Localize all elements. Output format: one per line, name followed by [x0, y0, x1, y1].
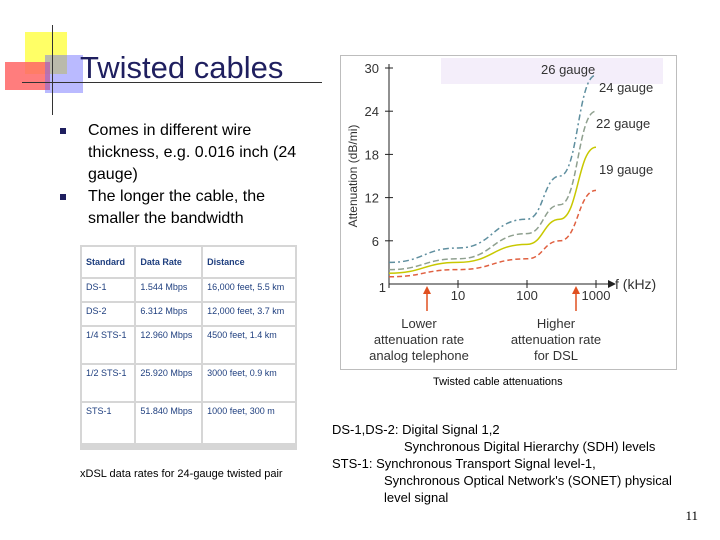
annotation-label: for DSL — [533, 348, 579, 363]
y-tick-label: 24 — [364, 104, 379, 120]
table-cell: 51.840 Mbps — [136, 403, 201, 443]
series-line — [389, 190, 596, 276]
series-line — [389, 147, 596, 273]
bullet-text: The longer the cable, the smaller the bandwidth — [88, 188, 266, 227]
table-cell: 16,000 feet, 5.5 km — [203, 279, 295, 301]
deco-square-blue — [45, 55, 83, 93]
bullet-list — [58, 120, 308, 230]
attenuation-chart-svg — [341, 56, 676, 369]
y-tick-label: 6 — [371, 233, 379, 249]
attenuation-chart — [340, 55, 677, 370]
xdsl-rate-table — [80, 245, 297, 450]
annotation-label: attenuation rate — [373, 332, 465, 347]
x-tick-label: 1000 — [581, 288, 611, 303]
table-header-cell: Distance — [203, 247, 295, 277]
x-tick-label: 10 — [450, 288, 466, 303]
table-row — [82, 279, 295, 301]
y-axis-label: Attenuation (dB/mi) — [346, 124, 360, 228]
table-cell: 25.920 Mbps — [136, 365, 201, 401]
bullet-item — [58, 120, 308, 186]
x-tick-label: 1 — [378, 280, 386, 295]
annotation-arrow-icon — [423, 286, 431, 294]
table-cell: 12.960 Mbps — [136, 327, 201, 363]
table-cell: 12,000 feet, 3.7 km — [203, 303, 295, 325]
table-cell: DS-1 — [82, 279, 134, 301]
table-row — [82, 403, 295, 443]
glossary-text — [332, 421, 712, 506]
table-cell: 1.544 Mbps — [136, 279, 201, 301]
x-axis-label: f (kHz) — [615, 276, 657, 292]
bullet-square-icon — [60, 194, 66, 200]
annotation-label: attenuation rate — [510, 332, 602, 347]
table-cell: 1/4 STS-1 — [82, 327, 134, 363]
table-header-cell: Standard — [82, 247, 134, 277]
bullet-text: Comes in different wire thickness, e.g. 0.016 inch (24 gauge) — [88, 122, 297, 183]
y-tick-label: 18 — [364, 147, 379, 163]
table-cell: 6.312 Mbps — [136, 303, 201, 325]
annotation-label: Higher — [536, 316, 576, 331]
chart-caption: Twisted cable attenuations — [433, 376, 563, 388]
series-label: 26 gauge — [541, 62, 596, 77]
bullet-square-icon — [60, 128, 66, 134]
y-tick-label: 30 — [364, 61, 379, 76]
series-label: 22 gauge — [596, 116, 651, 131]
table-header-cell: Data Rate — [136, 247, 201, 277]
glossary-line: level signal — [384, 490, 449, 505]
deco-vertical-line — [52, 25, 53, 115]
table-cell: 1000 feet, 300 m — [203, 403, 295, 443]
annotation-arrow-icon — [572, 286, 580, 294]
glossary-line: DS-1,DS-2: Digital Signal 1,2 — [332, 422, 500, 437]
annotation-label: Lower — [401, 316, 437, 331]
table-cell: DS-2 — [82, 303, 134, 325]
x-tick-label: 100 — [516, 288, 538, 303]
slide-title: Twisted cables — [80, 50, 284, 85]
annotation-label: analog telephone — [369, 348, 469, 363]
table-row — [82, 365, 295, 401]
table-caption: xDSL data rates for 24-gauge twisted pair — [80, 468, 283, 480]
table-cell: 1/2 STS-1 — [82, 365, 134, 401]
table-row — [82, 327, 295, 363]
page-number: 11 — [685, 508, 698, 523]
series-line — [389, 111, 596, 269]
y-tick-label: 12 — [364, 190, 379, 206]
table-cell: 3000 feet, 0.9 km — [203, 365, 295, 401]
series-label: 19 gauge — [599, 162, 654, 177]
table-cell: STS-1 — [82, 403, 134, 443]
glossary-line: Synchronous Optical Network's (SONET) physical — [384, 473, 672, 488]
table-header-row — [82, 247, 295, 277]
deco-square-red — [5, 62, 50, 90]
glossary-line: STS-1: Synchronous Transport Signal level-1, — [332, 456, 596, 471]
glossary-line: Synchronous Digital Hierarchy (SDH) levels — [404, 439, 656, 454]
bullet-item — [58, 186, 308, 230]
series-line — [389, 75, 596, 262]
series-label: 24 gauge — [599, 80, 654, 95]
table-row — [82, 303, 295, 325]
table-cell: 4500 feet, 1.4 km — [203, 327, 295, 363]
